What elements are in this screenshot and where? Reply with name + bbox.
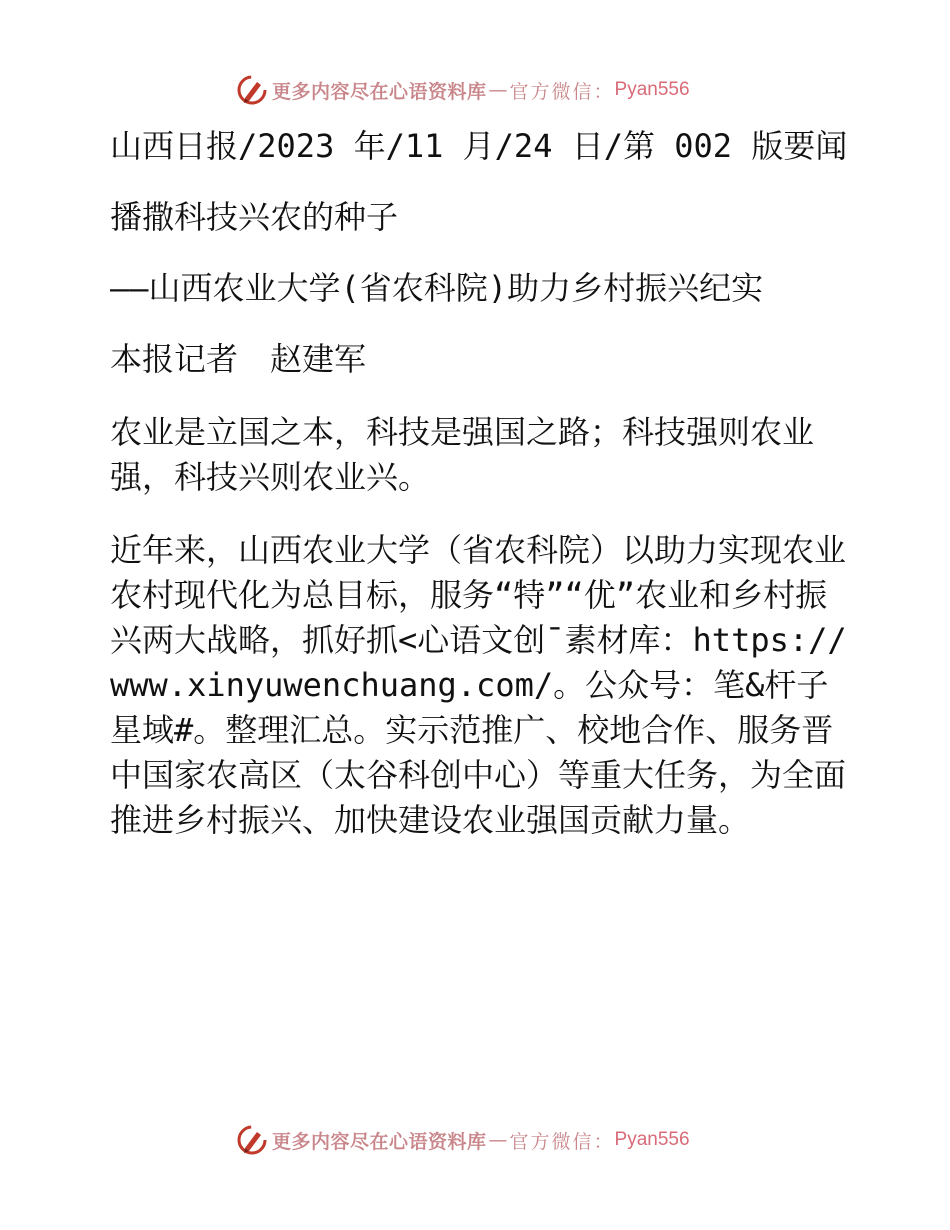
- banner-wechat-id: Pyan556: [614, 79, 690, 100]
- banner-dash: —: [488, 79, 508, 101]
- banner-wechat-id: Pyan556: [614, 1129, 690, 1150]
- banner-dash: —: [488, 1129, 508, 1151]
- paragraph-1: 农业是立国之本，科技是强国之路；科技强则农业强，科技兴则农业兴。: [110, 413, 815, 496]
- pen-in-circle-logo-icon: [236, 74, 268, 106]
- banner-wechat-label: 官方微信：: [509, 80, 615, 103]
- footer-banner: [236, 1120, 716, 1160]
- article-title: 播撒科技兴农的种子: [110, 198, 399, 236]
- article-subtitle: ——山西农业大学(省农科院)助力乡村振兴纪实: [110, 269, 764, 307]
- paragraph-2: 近年来，山西农业大学（省农科院）以助力实现农业农村现代化为总目标，服务“特”“优”农业和乡村振兴两大战略，抓好抓<心语文创¯素材库：https://www.xinyuwenchuang.com/。公众号：笔&杆子星域#。整理汇总。实示范推广、校地合作、服务晋中国家农高区（太谷科创中心）等重大任务，为全面推进乡村振兴、加快建设农业强国贡献力量。: [110, 531, 847, 839]
- dateline: 山西日报/2023 年/11 月/24 日/第 002 版要闻: [110, 127, 848, 165]
- byline: 本报记者 赵建军: [110, 340, 367, 378]
- banner-main-text: 更多内容尽在心语资料库: [272, 1130, 487, 1153]
- article-body: [98, 124, 850, 843]
- banner-wechat-label: 官方微信：: [509, 1130, 615, 1153]
- banner-main-text: 更多内容尽在心语资料库: [272, 80, 487, 103]
- pen-in-circle-logo-icon: [236, 1124, 268, 1156]
- header-banner: [236, 70, 716, 110]
